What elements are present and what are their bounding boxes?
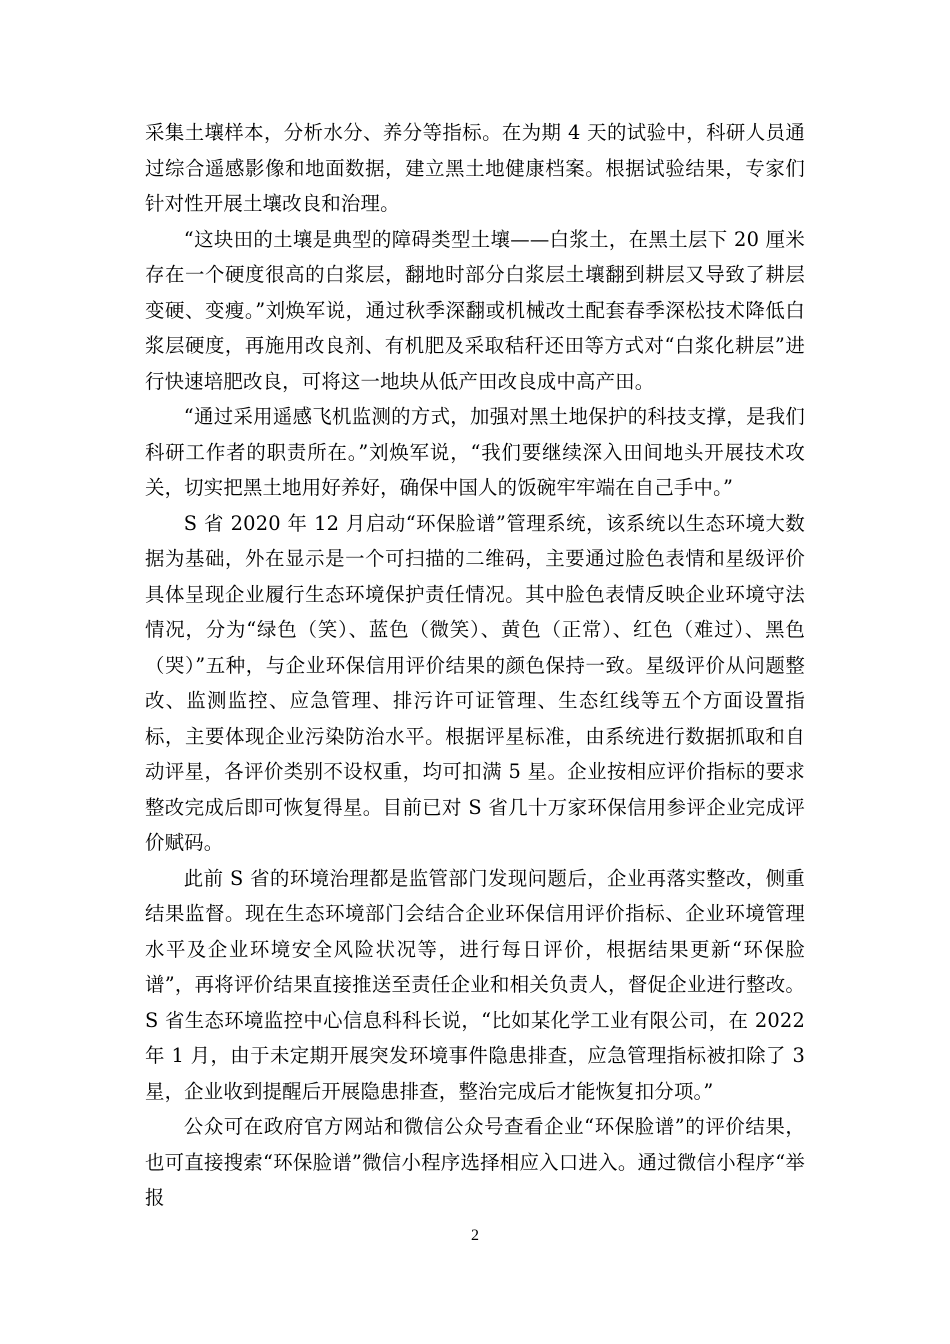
- paragraph-1: 采集土壤样本，分析水分、养分等指标。在为期 4 天的试验中，科研人员通过综合遥感影像和地面数据，建立黑土地健康档案。根据试验结果，专家们针对性开展土壤改良和治理。: [145, 121, 805, 215]
- paragraph-2: “这块田的土壤是典型的障碍类型土壤——白浆土，在黑土层下 20 厘米存在一个硬度很高的白浆层，翻地时部分白浆层土壤翻到耕层又导致了耕层变硬、变瘦。”刘焕军说，通过秋季深翻或机械改土配套春季深松技术降低白浆层硬度，再施用改良剂、有机肥及采取秸秆还田等方式对“白浆化耕层”进行快速培肥改良，可将这一地块从低产田改良成中高产田。: [145, 227, 805, 393]
- paragraph-4: S 省 2020 年 12 月启动“环保脸谱”管理系统，该系统以生态环境大数据为基础，外在显示是一个可扫描的二维码，主要通过脸色表情和星级评价具体呈现企业履行生态环境保护责任情况。其中脸色表情反映企业环境守法情况，分为“绿色（笑）、蓝色（微笑）、黄色（正常）、红色（难过）、黑色（哭）”五种，与企业环保信用评价结果的颜色保持一致。星级评价从问题整改、监测监控、应急管理、排污许可证管理、生态红线等五个方面设置指标，主要体现企业污染防治水平。根据评星标准，由系统进行数据抓取和自动评星，各评价类别不设权重，均可扣满 5 星。企业按相应评价指标的要求整改完成后即可恢复得星。目前已对 S 省几十万家环保信用参评企业完成评价赋码。: [145, 511, 805, 854]
- document-body: [145, 115, 805, 1216]
- page-number: 2: [471, 1227, 479, 1244]
- paragraph-6: 公众可在政府官方网站和微信公众号查看企业“环保脸谱”的评价结果，也可直接搜索“环保脸谱”微信小程序选择相应入口进入。通过微信小程序“举报: [145, 1115, 805, 1209]
- paragraph-3: “通过采用遥感飞机监测的方式，加强对黑土地保护的科技支撑，是我们科研工作者的职责所在。”刘焕军说，“我们要继续深入田间地头开展技术攻关，切实把黑土地用好养好，确保中国人的饭碗牢牢端在自己手中。”: [145, 405, 805, 499]
- paragraph-5: 此前 S 省的环境治理都是监管部门发现问题后，企业再落实整改，侧重结果监督。现在生态环境部门会结合企业环保信用评价指标、企业环境管理水平及企业环境安全风险状况等，进行每日评价，根据结果更新“环保脸谱”，再将评价结果直接推送至责任企业和相关负责人，督促企业进行整改。S 省生态环境监控中心信息科科长说，“比如某化学工业有限公司，在 2022 年 1 月，由于未定期开展突发环境事件隐患排查，应急管理指标被扣除了 3 星，企业收到提醒后开展隐患排查，整治完成后才能恢复扣分项。”: [145, 866, 805, 1103]
